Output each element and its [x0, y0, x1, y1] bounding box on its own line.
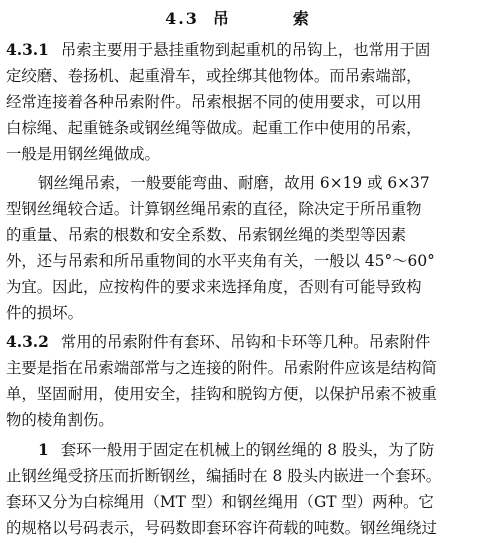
- section-heading: [0, 6, 498, 29]
- section-title: 吊 索: [212, 9, 333, 28]
- paragraph-line: 件的损坏。: [6, 304, 83, 322]
- paragraph-line: 的规格以号码表示，号码数即套环容许荷载的吨数。钢丝绳绕过: [6, 519, 437, 537]
- paragraph-line: 止钢丝绳受挤压而折断钢丝，编插时在 8 股头内嵌进一个套环。: [6, 467, 442, 485]
- paragraph-line: 白棕绳、起重链条或钢丝绳等做成。起重工作中使用的吊索，: [6, 119, 422, 137]
- paragraph-line: 型钢丝绳较合适。计算钢丝绳吊索的直径，除决定于所吊重物: [6, 200, 422, 218]
- paragraph-line: 定绞磨、卷扬机、起重滑车，或拴绑其他物体。而吊索端部，: [6, 67, 422, 85]
- paragraph-line: 单，坚固耐用，使用安全，挂钩和脱钩方便，以保护吊索不被重: [6, 385, 437, 403]
- paragraph-line: 为宜。因此，应按构件的要求来选择角度，否则有可能导致构: [6, 278, 422, 296]
- section-number: 4.3: [165, 9, 199, 28]
- paragraph-line: 物的棱角割伤。: [6, 411, 114, 429]
- paragraph-line: 钢丝绳吊索，一般要能弯曲、耐磨，故用 6×19 或 6×37: [38, 174, 430, 192]
- paragraph-line: 经常连接着各种吊索附件。吊索根据不同的使用要求，可以用: [6, 93, 422, 111]
- paragraph-line: 一般是用钢丝绳做成。: [6, 145, 160, 163]
- paragraph-line: 1 套环一般用于固定在机械上的钢丝绳的 8 股头，为了防: [38, 441, 435, 459]
- clause-number: 4.3.1: [6, 41, 49, 59]
- paragraph-line: 4.3.2 常用的吊索附件有套环、吊钩和卡环等几种。吊索附件: [6, 333, 431, 351]
- paragraph-line: 外，还与吊索和所吊重物间的水平夹角有关，一般以 45°～60°: [6, 252, 435, 270]
- paragraph-line: 套环又分为白棕绳用（MT 型）和钢丝绳用（GT 型）两种。它: [6, 493, 434, 511]
- paragraph-line: 主要是指在吊索端部常与之连接的附件。吊索附件应该是结构简: [6, 359, 437, 377]
- item-number: 1: [38, 441, 49, 459]
- paragraph-line: 4.3.1 吊索主要用于悬挂重物到起重机的吊钩上，也常用于固: [6, 41, 431, 59]
- paragraph-line: 的重量、吊索的根数和安全系数、吊索钢丝绳的类型等因素: [6, 226, 407, 244]
- clause-number: 4.3.2: [6, 333, 49, 351]
